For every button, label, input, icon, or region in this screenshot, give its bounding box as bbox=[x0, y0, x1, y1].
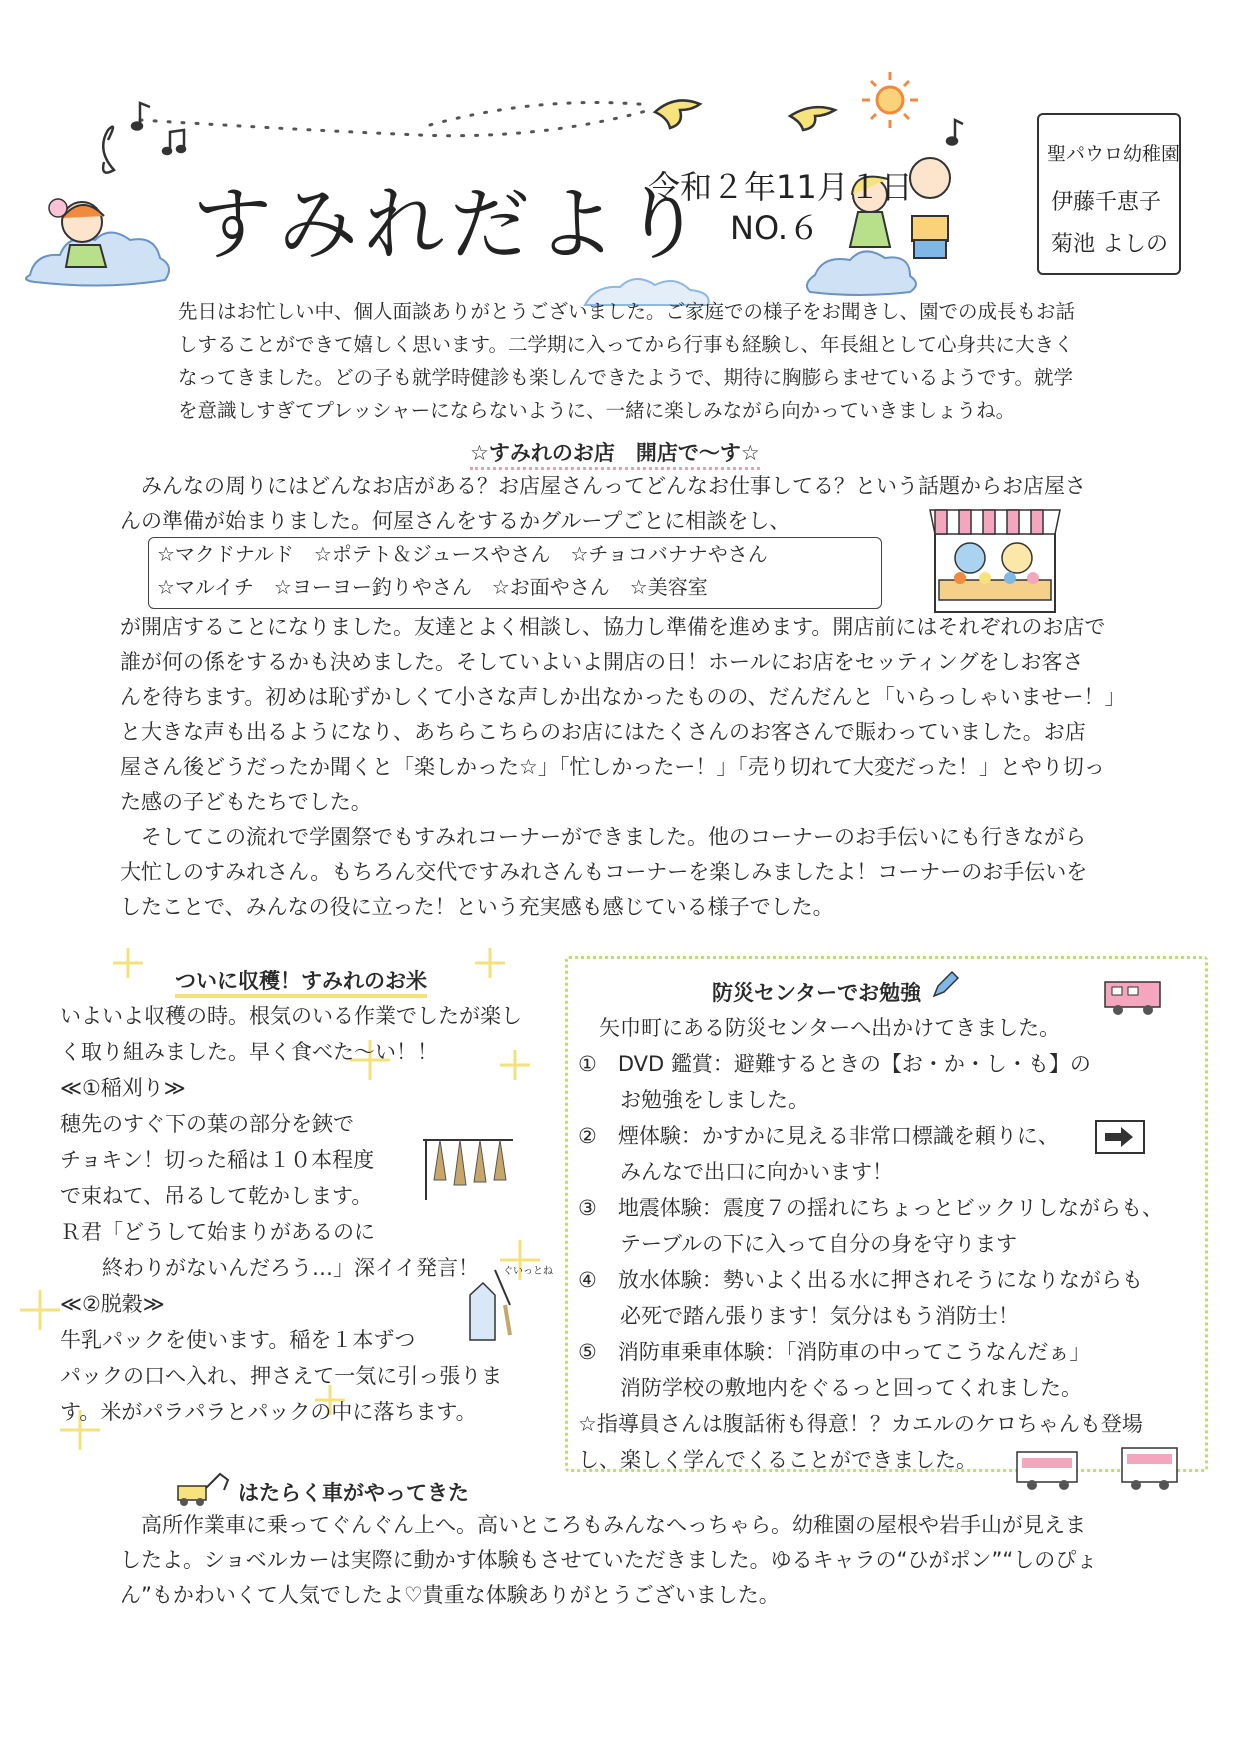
bosai-line: みんなで出口に向かいます！ bbox=[578, 1160, 893, 1184]
intro-line: を意識しすぎてプレッシャーにならないように、一緒に楽しみながら向かっていきましょうね。 bbox=[178, 399, 1016, 422]
bosai-line: ④ 放水体験：勢いよく出る水に押されそうになりながらも bbox=[578, 1268, 1143, 1292]
rice-line: Ｒ君「どうして始まりがあるのに bbox=[60, 1220, 375, 1244]
bosai-line: し、楽しく学んでくることができました。 bbox=[578, 1448, 977, 1472]
hanging-rice-illustration bbox=[418, 1130, 518, 1205]
shop-body bbox=[120, 610, 1125, 925]
author-box bbox=[1037, 113, 1181, 275]
shop-line: したことで、みんなの役に立った！という充実感も感じている様子でした。 bbox=[120, 895, 834, 919]
bosai-line: 必死で踏ん張ります！気分はもう消防士！ bbox=[578, 1304, 1019, 1328]
shop-heading: ☆すみれのお店 開店で～す☆ bbox=[470, 441, 760, 470]
intro-line: 先日はお忙しい中、個人面談ありがとうございました。ご家庭での様子をお聞きし、園での成長もお話 bbox=[178, 300, 1076, 323]
shop-line: 屋さん後どうだったか聞くと「楽しかった☆」「忙しかったー！」「売り切れて大変だった！」とやり切っ bbox=[120, 755, 1105, 779]
rice-line: く取り組みました。早く食べた～い！！ bbox=[60, 1040, 438, 1064]
issue-date: 令和２年11月１日 bbox=[648, 168, 913, 206]
rice-line: ≪②脱穀≫ bbox=[60, 1292, 165, 1316]
bosai-line: お勉強をしました。 bbox=[578, 1088, 809, 1112]
doodle-caption: ぐいっとね bbox=[503, 1266, 553, 1277]
bosai-line: ③ 地震体験：震度７の揺れにちょっとビックリしながらも、 bbox=[578, 1196, 1163, 1220]
shop-line: 大忙しのすみれさん。もちろん交代ですみれさんもコーナーを楽しみましたよ！コーナーのお手伝いを bbox=[120, 860, 1088, 884]
page-title: すみれだより bbox=[192, 178, 708, 271]
teacher-name: 菊池 よしの bbox=[1051, 232, 1168, 257]
shop-line: んの準備が始まりました。何屋さんをするかグループごとに相談をし、 bbox=[120, 509, 791, 533]
shop-line: が開店することになりました。友達とよく相談し、協力し準備を進めます。開店前にはそれぞれのお店で bbox=[120, 615, 1106, 639]
cars-body bbox=[120, 1508, 1097, 1613]
child-on-cloud-illustration bbox=[26, 199, 169, 286]
rice-heading: ついに収穫！すみれのお米 bbox=[175, 969, 427, 998]
shop-list-line: ☆マクドナルド ☆ポテト＆ジュースやさん ☆チョコバナナやさん bbox=[157, 542, 768, 566]
school-name: 聖パウロ幼稚園 bbox=[1047, 143, 1181, 165]
cars-line: ん”もかわいくて人気でしたよ♡貴重な体験ありがとうございました。 bbox=[120, 1583, 780, 1607]
rice-line: 終わりがないんだろう…」深イイ発言！ bbox=[60, 1256, 479, 1280]
rice-line: チョキン！切った稲は１０本程度 bbox=[60, 1148, 375, 1172]
rice-line: パックの口へ入れ、押さえて一気に引っ張りま bbox=[60, 1364, 503, 1388]
intro-paragraph bbox=[178, 295, 1075, 427]
rice-line: す。米がパラパラとパックの中に落ちます。 bbox=[60, 1400, 477, 1424]
shop-list-scroll bbox=[148, 537, 882, 609]
rice-line: ≪①稲刈り≫ bbox=[60, 1076, 186, 1100]
shop-list-line: ☆マルイチ ☆ヨーヨー釣りやさん ☆お面やさん ☆美容室 bbox=[157, 575, 708, 599]
rice-line: 牛乳パックを使います。稲を１本ずつ bbox=[60, 1328, 416, 1352]
issue-number: NO.６ bbox=[730, 209, 821, 247]
shop-line: みんなの周りにはどんなお店がある？お店屋さんってどんなお仕事してる？という話題からお店屋さ bbox=[120, 474, 1086, 498]
teacher-name: 伊藤千恵子 bbox=[1051, 190, 1162, 215]
intro-line: なってきました。どの子も就学時健診も楽しんできたようで、期待に胸膨らませているようです。就学 bbox=[178, 366, 1074, 389]
intro-line: しすることができて嬉しく思います。二学期に入ってから行事も経験し、年長組として心身共に大きく bbox=[178, 333, 1074, 356]
bird-icon bbox=[655, 100, 835, 130]
bosai-line: 消防学校の敷地内をぐるっと回ってくれました。 bbox=[578, 1376, 1082, 1400]
bosai-heading: 防災センターでお勉強 bbox=[712, 981, 922, 1005]
bosai-line: ⑤ 消防車乗車体験：「消防車の中ってこうなんだぁ」 bbox=[578, 1340, 1091, 1364]
shop-line: 誰が何の係をするかも決めました。そしていよいよ開店の日！ホールにお店をセッティングをしお客さ bbox=[120, 650, 1084, 674]
shop-line: んを待ちます。初めは恥ずかしくて小さな声しか出なかったものの、だんだんと「いらっしゃいませー！」 bbox=[120, 685, 1126, 709]
bosai-line: ① DVD 鑑賞：避難するときの【お・か・し・も】の bbox=[578, 1052, 1091, 1076]
bosai-line: テーブルの下に入って自分の身を守ります bbox=[578, 1232, 1018, 1256]
bosai-line: ☆指導員さんは腹話術も得意！？カエルのケロちゃんも登場 bbox=[578, 1412, 1143, 1436]
bosai-body bbox=[578, 1010, 1163, 1478]
rice-line: で束ねて、吊るして乾かします。 bbox=[60, 1184, 373, 1208]
shop-stall-illustration bbox=[925, 500, 1065, 615]
sun-icon bbox=[862, 72, 918, 128]
bosai-line: 矢巾町にある防災センターへ出かけてきました。 bbox=[578, 1016, 1061, 1040]
cars-line: したよ。ショベルカーは実際に動かす体験もさせていただきました。ゆるキャラの“ひがポン”“しのぴょ bbox=[120, 1548, 1098, 1572]
cars-heading: はたらく車がやってきた bbox=[238, 1481, 469, 1505]
vehicles-icon bbox=[1012, 1440, 1192, 1500]
shop-line: そしてこの流れで学園祭でもすみれコーナーができました。他のコーナーのお手伝いにも行きながら bbox=[120, 825, 1086, 849]
pencil-icon bbox=[930, 970, 960, 1000]
cars-line: 高所作業車に乗ってぐんぐん上へ。高いところもみんなへっちゃら。幼稚園の屋根や岩手山が見えま bbox=[120, 1513, 1086, 1537]
rice-line: 穂先のすぐ下の葉の部分を鋏で bbox=[60, 1112, 354, 1136]
rice-line: いよいよ収穫の時。根気のいる作業でしたが楽し bbox=[60, 1004, 522, 1028]
shop-line: と大きな声も出るようになり、あちらこちらのお店にはたくさんのお客さんで賑わっていました。お店 bbox=[120, 720, 1086, 744]
excavator-icon bbox=[170, 1468, 230, 1508]
shop-line: た感の子どもたちでした。 bbox=[120, 790, 372, 814]
rice-body bbox=[60, 998, 522, 1430]
exit-arrow-icon bbox=[1095, 1120, 1145, 1154]
bosai-line: ② 煙体験：かすかに見える非常口標識を頼りに、 bbox=[578, 1124, 1059, 1148]
